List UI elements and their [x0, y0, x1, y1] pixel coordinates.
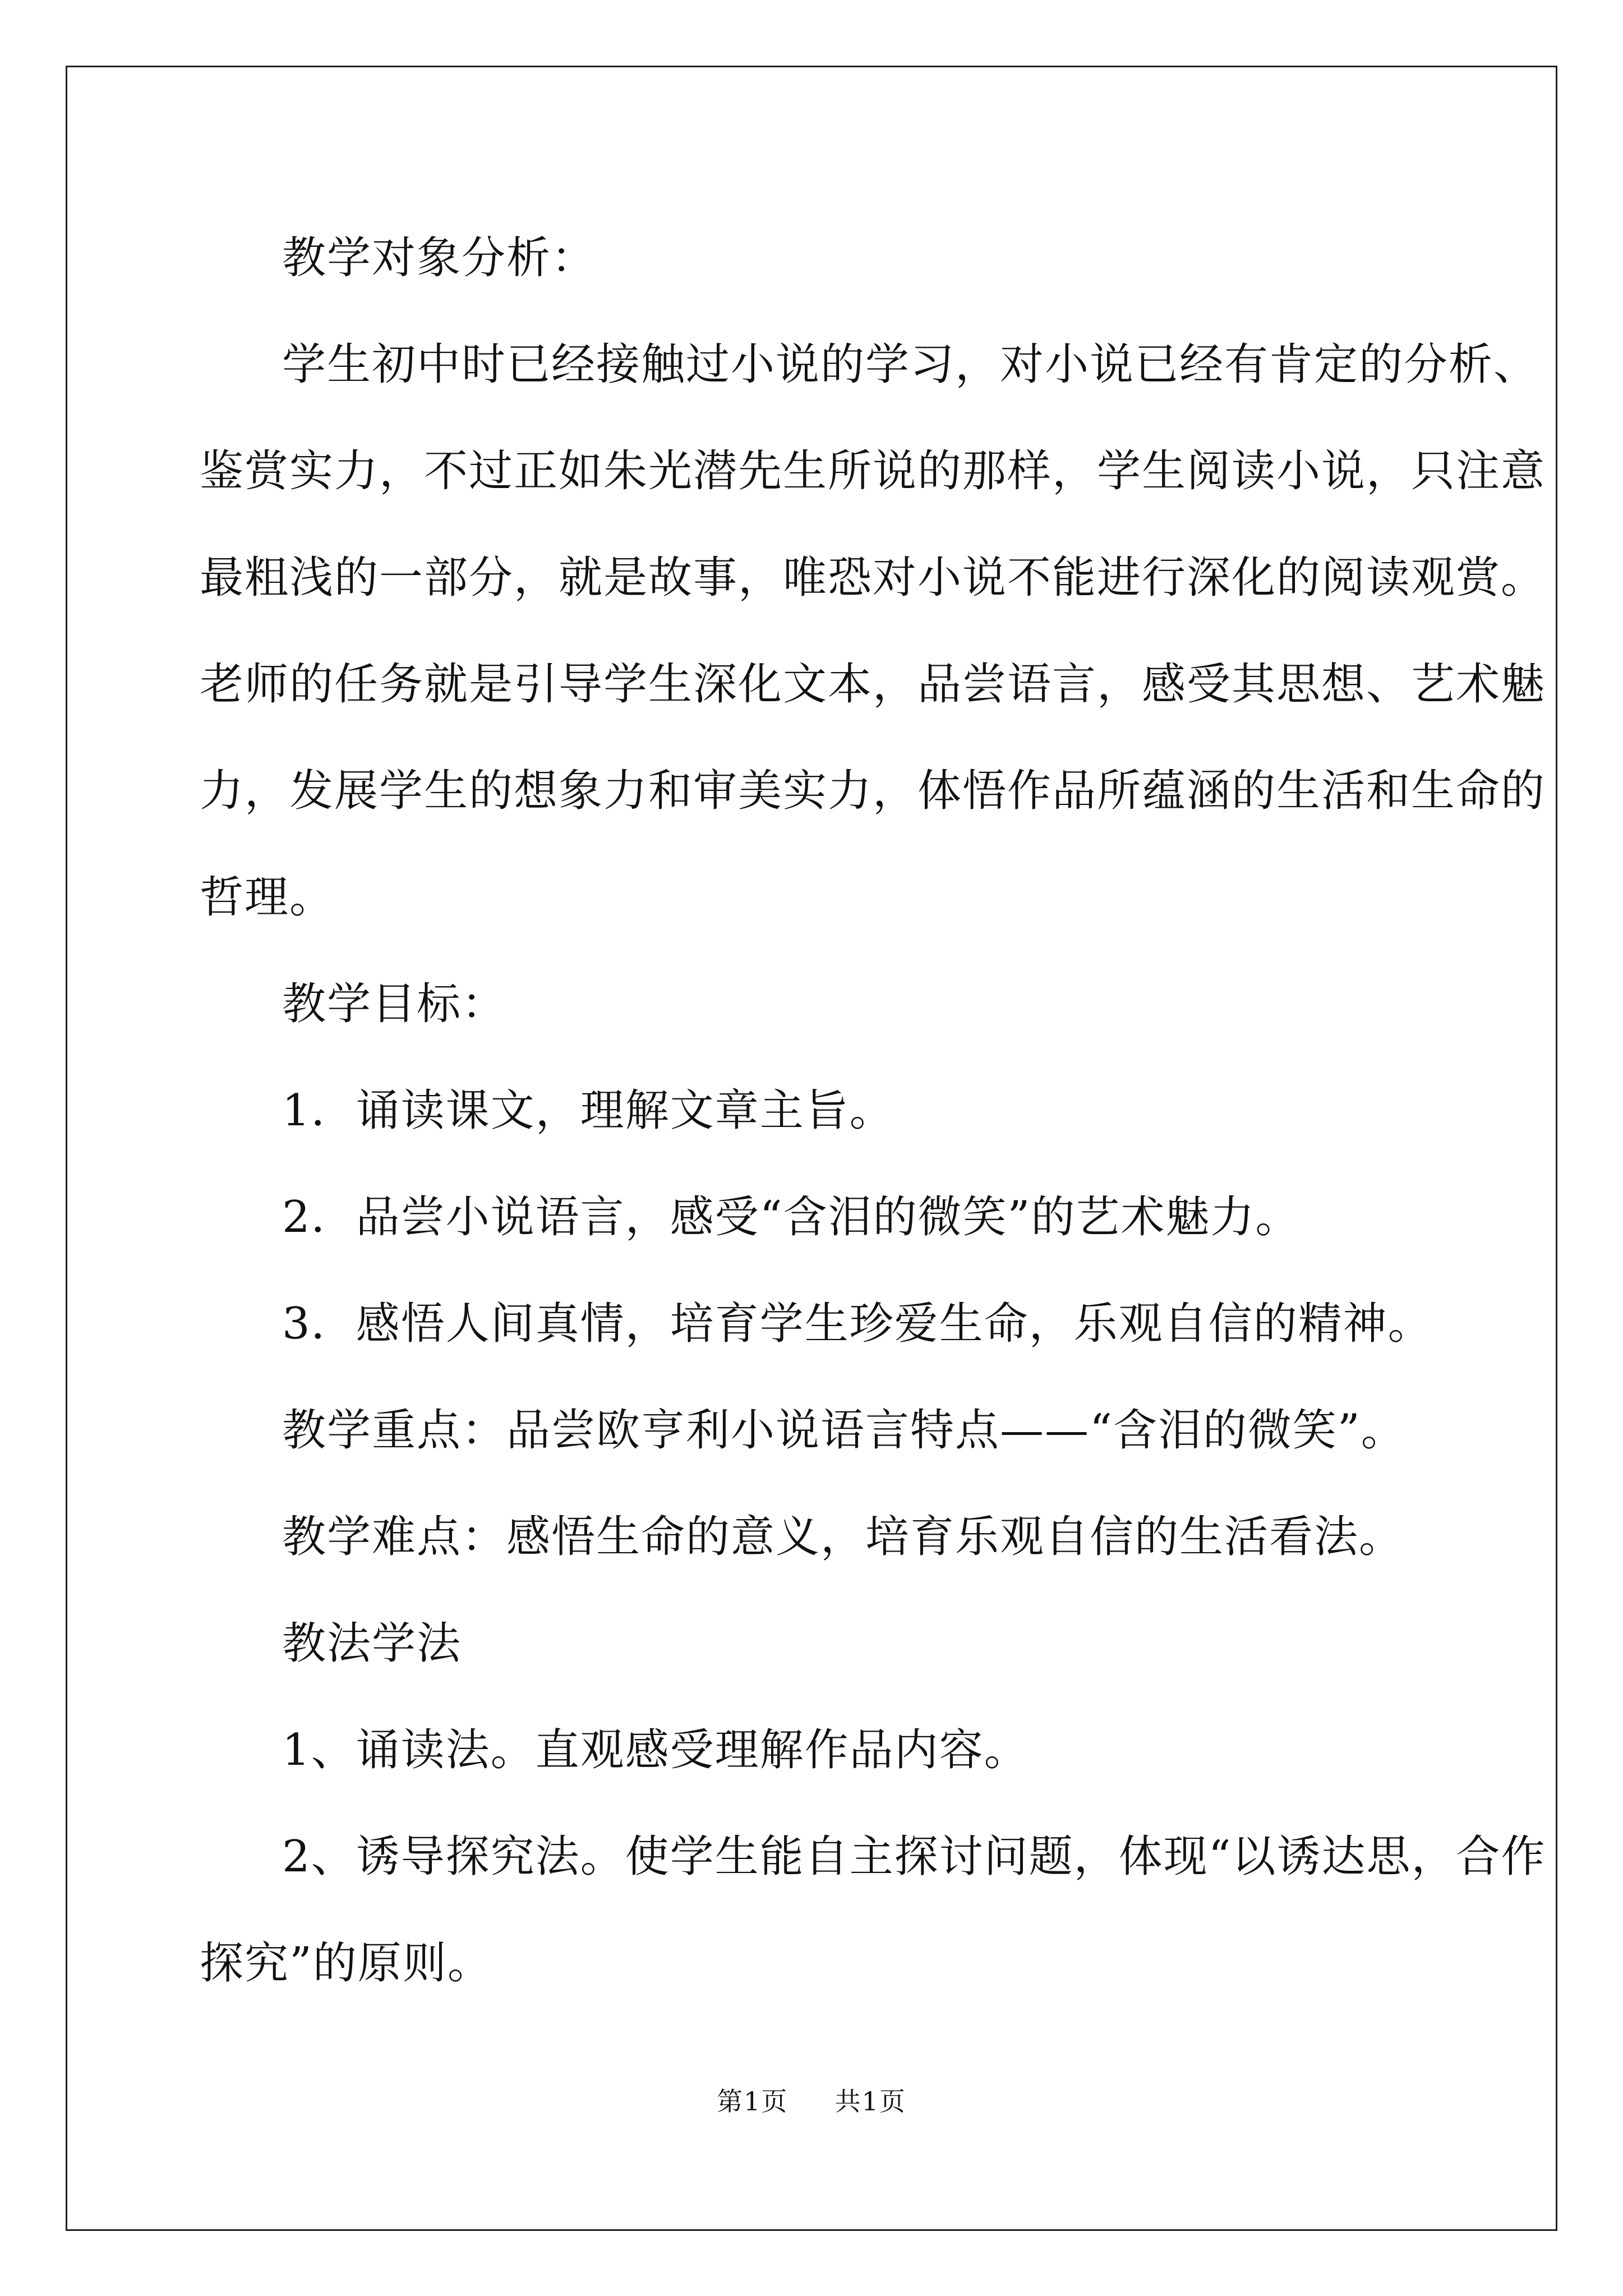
section-heading-methods: 教法学法	[282, 1618, 462, 1669]
method-item-continued: 探究”的原则。	[200, 1938, 492, 1989]
key-point: 教学重点：品尝欧亨利小说语言特点——“含泪的微笑”。	[282, 1405, 1406, 1456]
objective-item: 2．品尝小说语言，感受“含泪的微笑”的艺术魅力。	[282, 1192, 1301, 1243]
objective-item: 1．诵读课文，理解文章主旨。	[282, 1085, 895, 1136]
method-item: 1、诵读法。直观感受理解作品内容。	[282, 1725, 1029, 1775]
method-item: 2、诱导探究法。使学生能自主探讨问题，体现“以诱达思，合作	[282, 1832, 1546, 1882]
paragraph-line: 最粗浅的一部分，就是故事，唯恐对小说不能进行深化的阅读观赏。	[200, 553, 1546, 603]
page-number: 第1页	[717, 2086, 789, 2116]
paragraph-line: 鉴赏实力，不过正如朱光潜先生所说的那样，学生阅读小说，只注意	[200, 446, 1546, 496]
section-heading-analysis: 教学对象分析：	[282, 233, 597, 283]
objective-item: 3．感悟人间真情，培育学生珍爱生命，乐观自信的精神。	[282, 1299, 1433, 1349]
paragraph-line: 学生初中时已经接触过小说的学习，对小说已经有肯定的分析、	[282, 339, 1539, 390]
paragraph-line: 老师的任务就是引导学生深化文本，品尝语言，感受其思想、艺术魅	[200, 659, 1546, 710]
paragraph-line: 力，发展学生的想象力和审美实力，体悟作品所蕴涵的生活和生命的	[200, 766, 1546, 816]
page-footer	[0, 2081, 1623, 2118]
difficult-point: 教学难点：感悟生命的意义，培育乐观自信的生活看法。	[282, 1512, 1404, 1562]
paragraph-line: 哲理。	[200, 872, 335, 923]
page-total: 共1页	[834, 2086, 906, 2116]
section-heading-objectives: 教学目标：	[282, 979, 507, 1029]
